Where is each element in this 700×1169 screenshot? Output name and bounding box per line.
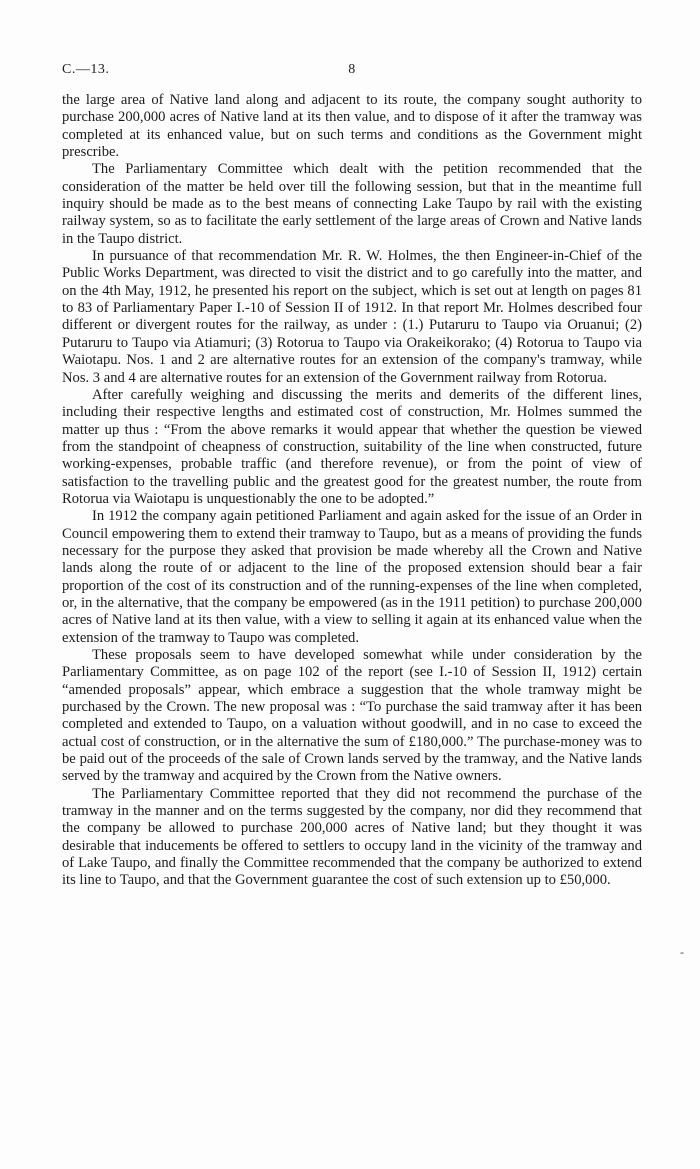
paragraph-7: The Parliamentary Committee reported that they did not recommend the purchase of the tramway in the manner and on the terms suggested by the company, nor did they recommend that the company be allowed to purchase 200,000 acres of Native land; but they thought it was desirable that inducements be offered to settlers to occupy land in the vicinity of the tramway and of Lake Taupo, and finally the Committee recommended that the company be authorized to extend its line to Taupo, and that the Government guarantee the cost of such extension up to £50,000.: [62, 785, 642, 889]
body-text: [62, 92, 642, 890]
document-reference: C.—13.: [62, 62, 110, 77]
paragraph-3: In pursuance of that recommendation Mr. R. W. Holmes, the then Engineer-in-Chief of the Public Works Department, was directed to visit the district and to go carefully into the matter, and on the 4th May, 1912, he presented his report on the subject, which is set out at length on pages 81 to 83 of Parliamentary Paper I.-10 of Session II of 1912. In that report Mr. Holmes described four different or divergent routes for the railway, as under : (1.) Putaruru to Taupo via Oruanui; (2) Putaruru to Taupo via Atiamuri; (3) Rotorua to Taupo via Orakeikorako; (4) Rotorua to Taupo via Waiotapu. Nos. 1 and 2 are alternative routes for an extension of the company's tramway, while Nos. 3 and 4 are alternative routes for an extension of the Government railway from Rotorua.: [62, 248, 642, 386]
page-header: [62, 62, 642, 82]
paragraph-1: the large area of Native land along and adjacent to its route, the company sought authority to purchase 200,000 acres of Native land at its then value, and to dispose of it after the tramway was completed at its enhanced value, but on such terms and conditions as the Government might prescribe.: [62, 92, 642, 161]
margin-mark: -: [680, 945, 684, 959]
paragraph-2: The Parliamentary Committee which dealt with the petition recommended that the consideration of the matter be held over till the following session, but that in the meantime full inquiry should be made as to the best means of connecting Lake Taupo by rail with the existing railway system, so as to facilitate the early settlement of the large areas of Crown and Native lands in the Taupo district.: [62, 161, 642, 247]
paragraph-4: After carefully weighing and discussing the merits and demerits of the different lines, including their respective lengths and estimated cost of construction, Mr. Holmes summed the matter up thus : “From the above remarks it would appear that whether the question be viewed from the standpoint of cheapness of construction, suitability of the line when constructed, future working-expenses, probable traffic (and therefore revenue), or from the point of view of satisfaction to the travelling public and the greatest good for the greatest number, the route from Rotorua via Waiotapu is unquestionably the one to be adopted.”: [62, 386, 642, 507]
paragraph-5: In 1912 the company again petitioned Parliament and again asked for the issue of an Order in Council empowering them to extend their tramway to Taupo, but as a means of providing the funds necessary for the purpose they asked that provision be made whereby all the Crown and Native lands along the route of or adjacent to the line of the proposed extension should bear a fair proportion of the cost of its construction and of the running-expenses of the line when completed, or, in the alternative, that the company be empowered (as in the 1911 petition) to purchase 200,000 acres of Native land at its then value, with a view to selling it again at its enhanced value when the extension of the tramway to Taupo was completed.: [62, 508, 642, 646]
paragraph-6: These proposals seem to have developed somewhat while under consideration by the Parliamentary Committee, as on page 102 of the report (see I.-10 of Session II, 1912) certain “amended proposals” appear, which embrace a suggestion that the whole tramway might be purchased by the Crown. The new proposal was : “To purchase the said tramway after it has been completed and extended to Taupo, on a valuation without goodwill, and in no case to exceed the actual cost of construction, or in the alternative the sum of £180,000.” The purchase-money was to be paid out of the proceeds of the sale of Crown lands served by the tramway, and the Native lands served by the tramway and acquired by the Crown from the Native owners.: [62, 647, 642, 785]
page-number: 8: [348, 62, 356, 77]
